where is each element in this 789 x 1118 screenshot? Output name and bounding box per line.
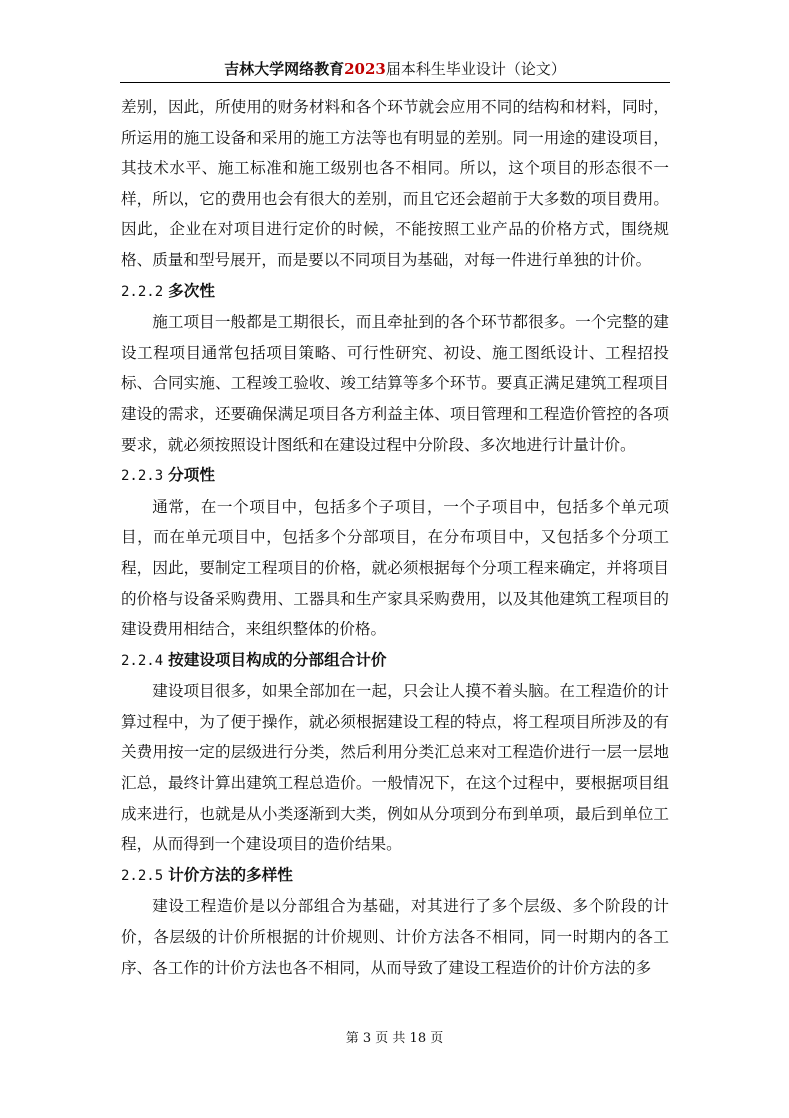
page-header bbox=[120, 56, 670, 83]
section-title: 计价方法的多样性 bbox=[168, 865, 293, 884]
section-heading bbox=[121, 460, 669, 492]
header-year: 2023 bbox=[344, 60, 386, 78]
page-number: 第 3 页 共 18 页 bbox=[345, 1031, 444, 1046]
header-suffix: 届本科生毕业设计（论文） bbox=[385, 60, 566, 78]
section-number: 2.2.3 bbox=[121, 468, 164, 485]
section-heading bbox=[121, 276, 669, 308]
section-title: 按建设项目构成的分部组合计价 bbox=[168, 650, 387, 669]
section-heading bbox=[121, 645, 669, 677]
body-paragraph: 施工项目一般都是工期很长，而且牵扯到的各个环节都很多。一个完整的建设工程项目通常包括项目策略、可行性研究、初设、施工图纸设计、工程招投标、合同实施、工程竣工验收、竣工结算等多个环节。要真正满足建筑工程项目建设的需求，还要确保满足项目各方利益主体、项目管理和工程造价管控的各项要求，就必须按照设计图纸和在建设过程中分阶段、多次地进行计量计价。 bbox=[121, 313, 669, 454]
section-title: 分项性 bbox=[168, 466, 215, 485]
document-body bbox=[121, 92, 669, 983]
body-paragraph: 差别，因此，所使用的财务材料和各个环节就会应用不同的结构和材料，同时，所运用的施工设备和采用的施工方法等也有明显的差别。同一用途的建设项目，其技术水平、施工标准和施工级别也各不相同。所以，这个项目的形态很不一样，所以，它的费用也会有很大的差别，而且它还会超前于大多数的项目费用。因此，企业在对项目进行定价的时候，不能按照工业产品的价格方式，围绕规格、质量和型号展开，而是要以不同项目为基础，对每一件进行单独的计价。 bbox=[121, 98, 669, 269]
section-number: 2.2.4 bbox=[121, 652, 164, 669]
section-heading bbox=[121, 860, 669, 892]
body-paragraph: 建设工程造价是以分部组合为基础，对其进行了多个层级、多个阶段的计价，各层级的计价所根据的计价规则、计价方法各不相同，同一时期内的各工序、各工作的计价方法也各不相同，从而导致了建设工程造价的计价方法的多 bbox=[121, 897, 669, 977]
section-number: 2.2.2 bbox=[121, 283, 164, 300]
section-number: 2.2.5 bbox=[121, 867, 164, 884]
body-paragraph: 通常，在一个项目中，包括多个子项目，一个子项目中，包括多个单元项目，而在单元项目中，包括多个分部项目，在分布项目中，又包括多个分项工程，因此，要制定工程项目的价格，就必须根据每个分项工程来确定，并将项目的价格与设备采购费用、工器具和生产家具采购费用，以及其他建筑工程项目的建设费用相结合，来组织整体的价格。 bbox=[121, 497, 669, 639]
section-title: 多次性 bbox=[168, 281, 215, 300]
body-paragraph: 建设项目很多，如果全部加在一起，只会让人摸不着头脑。在工程造价的计算过程中，为了便于操作，就必须根据建设工程的特点，将工程项目所涉及的有关费用按一定的层级进行分类，然后利用分类汇总来对工程造价进行一层一层地汇总，最终计算出建筑工程总造价。一般情况下，在这个过程中，要根据项目组成来进行，也就是从小类逐渐到大类，例如从分项到分布到单项，最后到单位工程，从而得到一个建设项目的造价结果。 bbox=[121, 682, 669, 854]
header-school: 吉林大学网络教育 bbox=[224, 60, 345, 78]
